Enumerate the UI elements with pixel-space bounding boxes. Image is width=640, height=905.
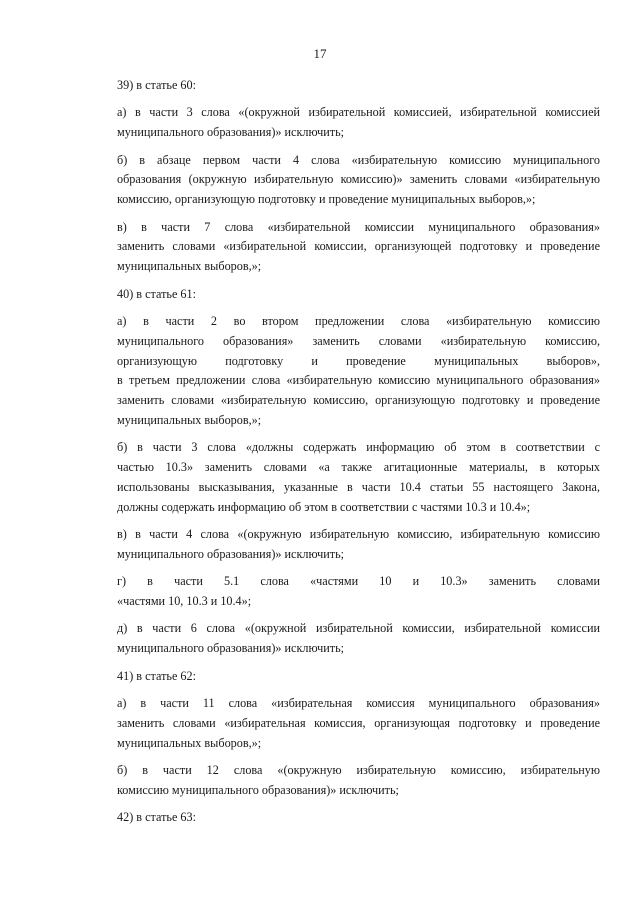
text-line: в) в части 4 слова «(окружную избирательную комиссию, избирательную комиссию	[117, 527, 600, 542]
text-line: 41) в статье 62:	[117, 668, 196, 683]
text-line: муниципального образования)» исключить;	[117, 641, 345, 656]
text-line: должны содержать информацию об этом в соответствии с частями 10.3 и 10.4»;	[117, 499, 531, 514]
text-line: в) в части 7 слова «избирательной комиссии муниципального образования»	[117, 219, 600, 234]
paragraph	[95, 808, 600, 828]
text-line: муниципального образования)» исключить;	[117, 546, 345, 561]
text-line: муниципальных выборов,»;	[117, 259, 262, 274]
paragraph	[95, 572, 600, 612]
paragraph	[95, 619, 600, 659]
paragraph	[95, 438, 600, 517]
text-line: использованы высказывания, указанные в части 10.4 статьи 55 настоящего Закона,	[117, 479, 600, 494]
text-line: а) в части 3 слова «(окружной избирательной комиссией, избирательной комиссией	[117, 105, 600, 120]
paragraph	[95, 525, 600, 565]
text-line: муниципального образования)» исключить;	[117, 125, 345, 140]
text-line: муниципального образования» заменить словами «избирательную комиссию,	[117, 333, 600, 348]
text-line: образования (окружную избирательную комиссию)» заменить словами «избирательную	[117, 172, 600, 187]
text-line: организующую подготовку и проведение муниципальных выборов»,	[117, 353, 600, 368]
text-line: муниципальных выборов,»;	[117, 412, 262, 427]
text-line: д) в части 6 слова «(окружной избирательной комиссии, избирательной комиссии	[117, 621, 600, 636]
text-line: а) в части 2 во втором предложении слова «избирательную комиссию	[117, 313, 600, 328]
text-line: муниципальных выборов,»;	[117, 735, 262, 750]
text-line: 39) в статье 60:	[117, 78, 196, 92]
paragraph	[95, 761, 600, 801]
text-line: заменить словами «избирательную комиссию, организующую подготовку и проведение	[117, 393, 600, 408]
text-line: частью 10.3» заменить словами «а также агитационные материалы, в которых	[117, 460, 600, 475]
text-line: а) в части 11 слова «избирательная комиссия муниципального образования»	[117, 696, 600, 711]
paragraph	[95, 151, 600, 210]
paragraph	[95, 218, 600, 277]
text-line: 40) в статье 61:	[117, 286, 196, 301]
paragraph	[95, 312, 600, 431]
paragraph	[95, 103, 600, 143]
paragraph	[95, 667, 600, 687]
text-line: «частями 10, 10.3 и 10.4»;	[117, 594, 252, 609]
paragraph	[95, 694, 600, 753]
text-line: заменить словами «избирательной комиссии, организующей подготовку и проведение	[117, 239, 600, 254]
text-line: б) в абзаце первом части 4 слова «избирательную комиссию муниципального	[117, 152, 600, 167]
text-line: б) в части 3 слова «должны содержать информацию об этом в соответствии с	[117, 440, 600, 455]
text-line: б) в части 12 слова «(окружную избирательную комиссию, избирательную	[117, 763, 600, 778]
text-line: комиссию, организующую подготовку и проведение муниципальных выборов,»;	[117, 192, 536, 207]
paragraph	[95, 285, 600, 305]
paragraph	[95, 76, 600, 96]
page-number: 17	[313, 46, 327, 61]
text-line: 42) в статье 63:	[117, 810, 196, 825]
text-line: комиссию муниципального образования)» исключить;	[117, 782, 399, 797]
text-line: г) в части 5.1 слова «частями 10 и 10.3» заменить словами	[117, 574, 600, 589]
text-line: заменить словами «избирательная комиссия, организующая подготовку и проведение	[117, 715, 600, 730]
document-body	[95, 76, 600, 828]
text-line: в третьем предложении слова «избирательную комиссию муниципального образования»	[117, 373, 600, 388]
